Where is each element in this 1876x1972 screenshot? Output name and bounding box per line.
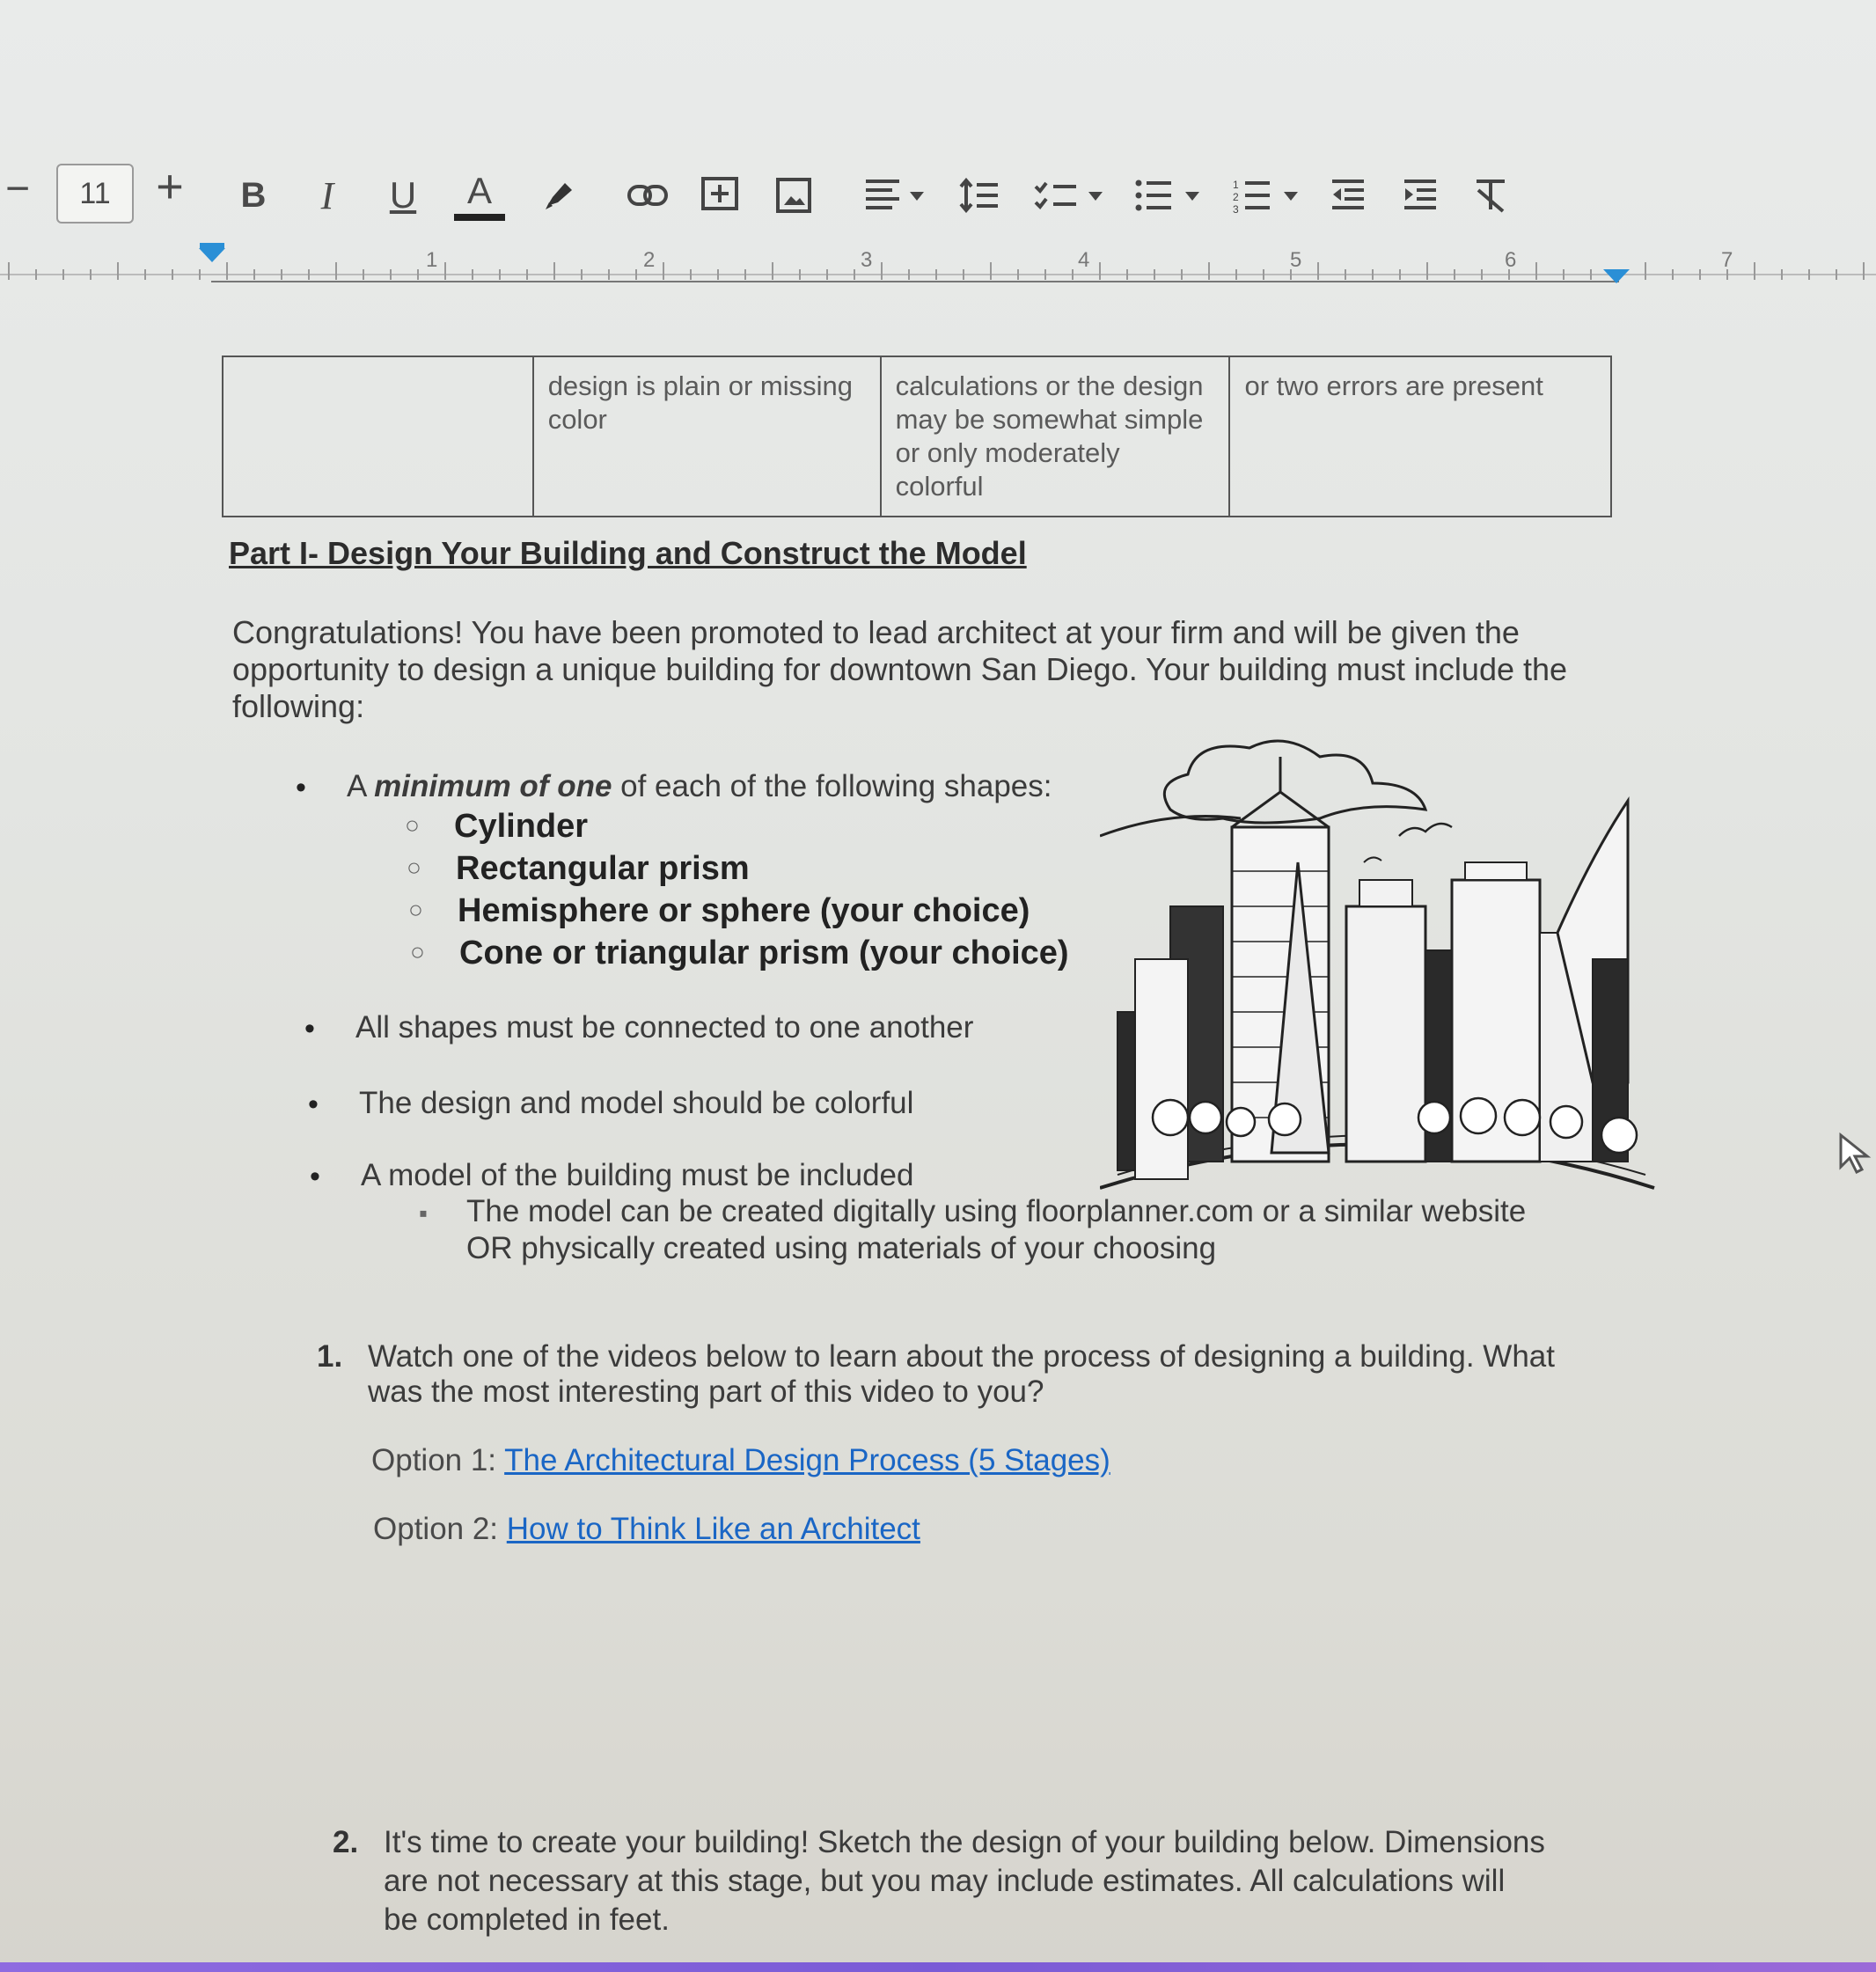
part-title: Part I- Design Your Building and Construct the Model xyxy=(229,535,1027,571)
shape-item xyxy=(408,892,1030,930)
ruler-mark: 3 xyxy=(861,248,873,272)
increase-font-size-button[interactable]: + xyxy=(156,160,184,213)
bullet-text: A xyxy=(347,769,375,803)
shape-label: Cylinder xyxy=(454,808,589,845)
question-number: 2. xyxy=(333,1825,359,1859)
bullet-icon: • xyxy=(308,1088,319,1121)
ruler-mark: 7 xyxy=(1721,248,1733,272)
question-number: 1. xyxy=(317,1339,343,1374)
table-cell[interactable] xyxy=(223,356,533,517)
shape-item xyxy=(405,808,589,846)
question-text: Watch one of the videos below to learn about the process of designing a building. What was the most interesting part of this video to you? xyxy=(368,1339,1555,1409)
ruler-mark: 4 xyxy=(1078,248,1090,272)
ruler-mark: 1 xyxy=(426,248,438,272)
option-label: Option 1: xyxy=(371,1443,505,1477)
bold-button[interactable]: B xyxy=(240,175,267,215)
ruler-mark: 5 xyxy=(1290,248,1302,272)
option-2-link[interactable]: How to Think Like an Architect xyxy=(506,1512,920,1546)
bullet-text: The model can be created digitally using floorplanner.com or a similar website OR physically created using materials of your choosing xyxy=(466,1194,1527,1265)
shape-item xyxy=(410,935,1069,972)
text-color-label: A xyxy=(466,170,492,211)
option-label: Option 2: xyxy=(373,1512,507,1546)
svg-text:2: 2 xyxy=(1233,191,1239,203)
option-2 xyxy=(373,1512,920,1547)
rubric-table xyxy=(222,356,1612,517)
ruler-mark: 2 xyxy=(643,248,656,272)
question-2 xyxy=(333,1823,1545,1939)
mouse-cursor-icon xyxy=(1837,1132,1872,1177)
intro-paragraph: Congratulations! You have been promoted to lead architect at your firm and will be given the opportunity to design a unique building for downtown San Diego. Your building must include the following: xyxy=(232,614,1568,724)
circle-bullet-icon: ○ xyxy=(410,938,425,965)
svg-text:1: 1 xyxy=(1233,179,1239,191)
shape-item xyxy=(407,850,750,888)
bullet-emphasis: minimum of one xyxy=(374,769,612,803)
list-item xyxy=(308,1086,914,1121)
question-1 xyxy=(317,1339,1565,1410)
city-skyline-illustration xyxy=(1100,730,1663,1206)
table-cell[interactable]: calculations or the design may be somewhat simple or only moderately colorful xyxy=(881,356,1230,517)
list-item xyxy=(310,1158,914,1193)
svg-text:3: 3 xyxy=(1233,203,1239,213)
circle-bullet-icon: ○ xyxy=(407,854,421,881)
bullet-text: The design and model should be colorful xyxy=(359,1086,914,1120)
bullet-text: A model of the building must be included xyxy=(361,1158,914,1192)
decrease-font-size-button[interactable]: − xyxy=(4,165,31,212)
bullet-icon: • xyxy=(310,1160,320,1193)
bullet-icon: • xyxy=(304,1012,315,1045)
bullet-icon: • xyxy=(296,771,306,804)
option-1-link[interactable]: The Architectural Design Process (5 Stages) xyxy=(504,1443,1110,1477)
bullet-text: of each of the following shapes: xyxy=(612,769,1052,803)
circle-bullet-icon: ○ xyxy=(405,811,420,839)
shape-label: Cone or triangular prism (your choice) xyxy=(459,935,1069,971)
option-1 xyxy=(371,1443,1110,1478)
italic-button[interactable]: I xyxy=(320,173,334,217)
shape-label: Rectangular prism xyxy=(456,850,750,887)
question-text: It's time to create your building! Sketch the design of your building below. Dimensions are not necessary at this stage, but you may include estimates. All calculations will be completed in feet. xyxy=(384,1825,1545,1937)
table-cell[interactable]: design is plain or missing color xyxy=(533,356,881,517)
table-cell[interactable]: or two errors are present xyxy=(1229,356,1611,517)
list-item xyxy=(296,769,1052,804)
list-item xyxy=(304,1010,974,1045)
circle-bullet-icon: ○ xyxy=(408,896,423,923)
underline-button[interactable]: U xyxy=(389,174,417,216)
bottom-taskbar-edge xyxy=(0,1962,1876,1972)
font-size-input[interactable]: 11 xyxy=(56,164,134,224)
square-bullet-icon: ▪ xyxy=(419,1199,428,1227)
bullet-text: All shapes must be connected to one another xyxy=(355,1010,974,1045)
ruler-mark: 6 xyxy=(1505,248,1517,272)
table-row xyxy=(223,356,1611,517)
shape-label: Hemisphere or sphere (your choice) xyxy=(458,892,1030,929)
